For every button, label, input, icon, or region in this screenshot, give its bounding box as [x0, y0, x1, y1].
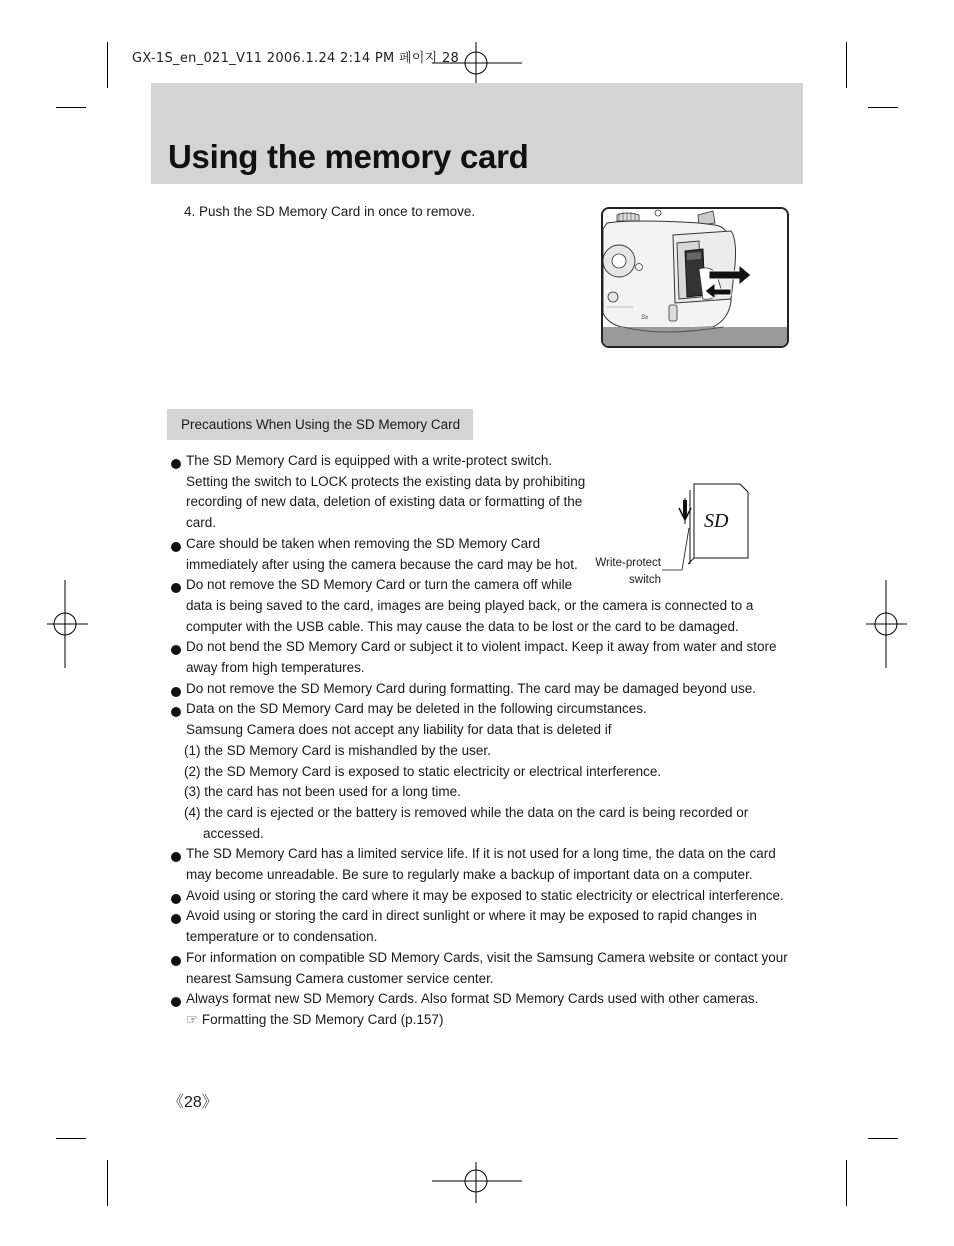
precaution-line: away from high temperatures.	[186, 660, 365, 675]
precaution-line: (4) the card is ejected or the battery is removed while the data on the card is being recorded or	[184, 804, 749, 820]
registration-mark-left	[45, 578, 90, 670]
registration-mark-right	[864, 578, 909, 670]
precaution-item: For information on compatible SD Memory Cards, visit the Samsung Camera website or contact your	[186, 949, 788, 965]
camera-illustration	[601, 207, 789, 348]
precaution-line: (1) the SD Memory Card is mishandled by the user.	[184, 742, 491, 758]
sd-card-label: SD	[704, 510, 729, 532]
bullet-dot	[171, 894, 181, 904]
precaution-line: accessed.	[203, 825, 264, 841]
precaution-line: recording of new data, deletion of existing data or formatting of the	[186, 494, 583, 510]
camera-drawing	[603, 209, 787, 346]
page-title: Using the memory card	[168, 138, 529, 175]
crop-mark	[868, 1138, 898, 1139]
crop-mark	[846, 42, 847, 88]
step-instruction: 4. Push the SD Memory Card in once to remove.	[184, 204, 476, 219]
precaution-item: The SD Memory Card is equipped with a write-protect switch.	[186, 453, 553, 468]
precaution-item: Always format new SD Memory Cards. Also format SD Memory Cards used with other cameras.	[186, 991, 759, 1007]
bullet-dot	[171, 583, 181, 593]
precaution-item: Do not bend the SD Memory Card or subject it to violent impact. Keep it away from water and store	[186, 639, 777, 655]
precaution-item: The SD Memory Card has a limited service life. If it is not used for a long time, the data on the card	[186, 846, 776, 862]
bullet-dot	[171, 997, 181, 1007]
precaution-line: Samsung Camera does not accept any liability for data that is deleted if	[186, 722, 612, 738]
bullet-dot	[171, 707, 181, 717]
precaution-line: nearest Samsung Camera customer service center.	[186, 970, 494, 986]
crop-mark	[846, 1160, 847, 1206]
camera-sd-logo: S≥	[641, 315, 649, 321]
precaution-line: ☞ Formatting the SD Memory Card (p.157)	[186, 1011, 444, 1027]
precaution-line: may become unreadable. Be sure to regularly make a backup of important data on a computer.	[186, 867, 753, 882]
precaution-line: (3) the card has not been used for a long time.	[184, 784, 461, 800]
print-slug: GX-1S_en_021_V11 2006.1.24 2:14 PM 페이지 28	[132, 51, 460, 66]
precaution-line: (2) the SD Memory Card is exposed to static electricity or electrical interference.	[184, 763, 662, 779]
bullet-dot	[171, 542, 181, 552]
precaution-item: Avoid using or storing the card where it may be exposed to static electricity or electrical interference.	[186, 887, 784, 903]
bullet-dot	[171, 459, 181, 469]
bullet-dot	[171, 914, 181, 924]
crop-mark	[868, 107, 898, 108]
precaution-item: Do not remove the SD Memory Card during formatting. The card may be damaged beyond use.	[186, 680, 757, 696]
bullet-dot	[171, 687, 181, 697]
bullet-dot	[171, 852, 181, 862]
registration-mark-bottom	[430, 1160, 525, 1205]
crop-mark	[56, 1138, 86, 1139]
crop-mark	[56, 107, 86, 108]
precaution-line: immediately after using the camera because the card may be hot.	[186, 556, 578, 572]
precaution-item: Care should be taken when removing the SD Memory Card	[186, 535, 541, 551]
crop-mark	[107, 42, 108, 88]
section-label: Precautions When Using the SD Memory Card	[167, 409, 473, 440]
precaution-item: Avoid using or storing the card in direct sunlight or where it may be exposed to rapid changes in	[186, 908, 757, 924]
precaution-line: temperature or to condensation.	[186, 929, 378, 945]
page-number: 《28》	[168, 1094, 218, 1111]
bullet-dot	[171, 645, 181, 655]
precaution-line: Setting the switch to LOCK protects the existing data by prohibiting	[186, 473, 586, 489]
precaution-line: card.	[186, 515, 217, 531]
bullet-dot	[171, 956, 181, 966]
precaution-item: Data on the SD Memory Card may be deleted in the following circumstances.	[186, 701, 647, 717]
precaution-item: Do not remove the SD Memory Card or turn the camera off while	[186, 577, 573, 593]
precaution-line: data is being saved to the card, images are being played back, or the camera is connected to a	[186, 597, 754, 613]
crop-mark	[107, 1160, 108, 1206]
precaution-line: computer with the USB cable. This may cause the data to be lost or the card to be damaged.	[186, 618, 739, 634]
write-protect-label: Write-protect switch	[595, 557, 661, 586]
